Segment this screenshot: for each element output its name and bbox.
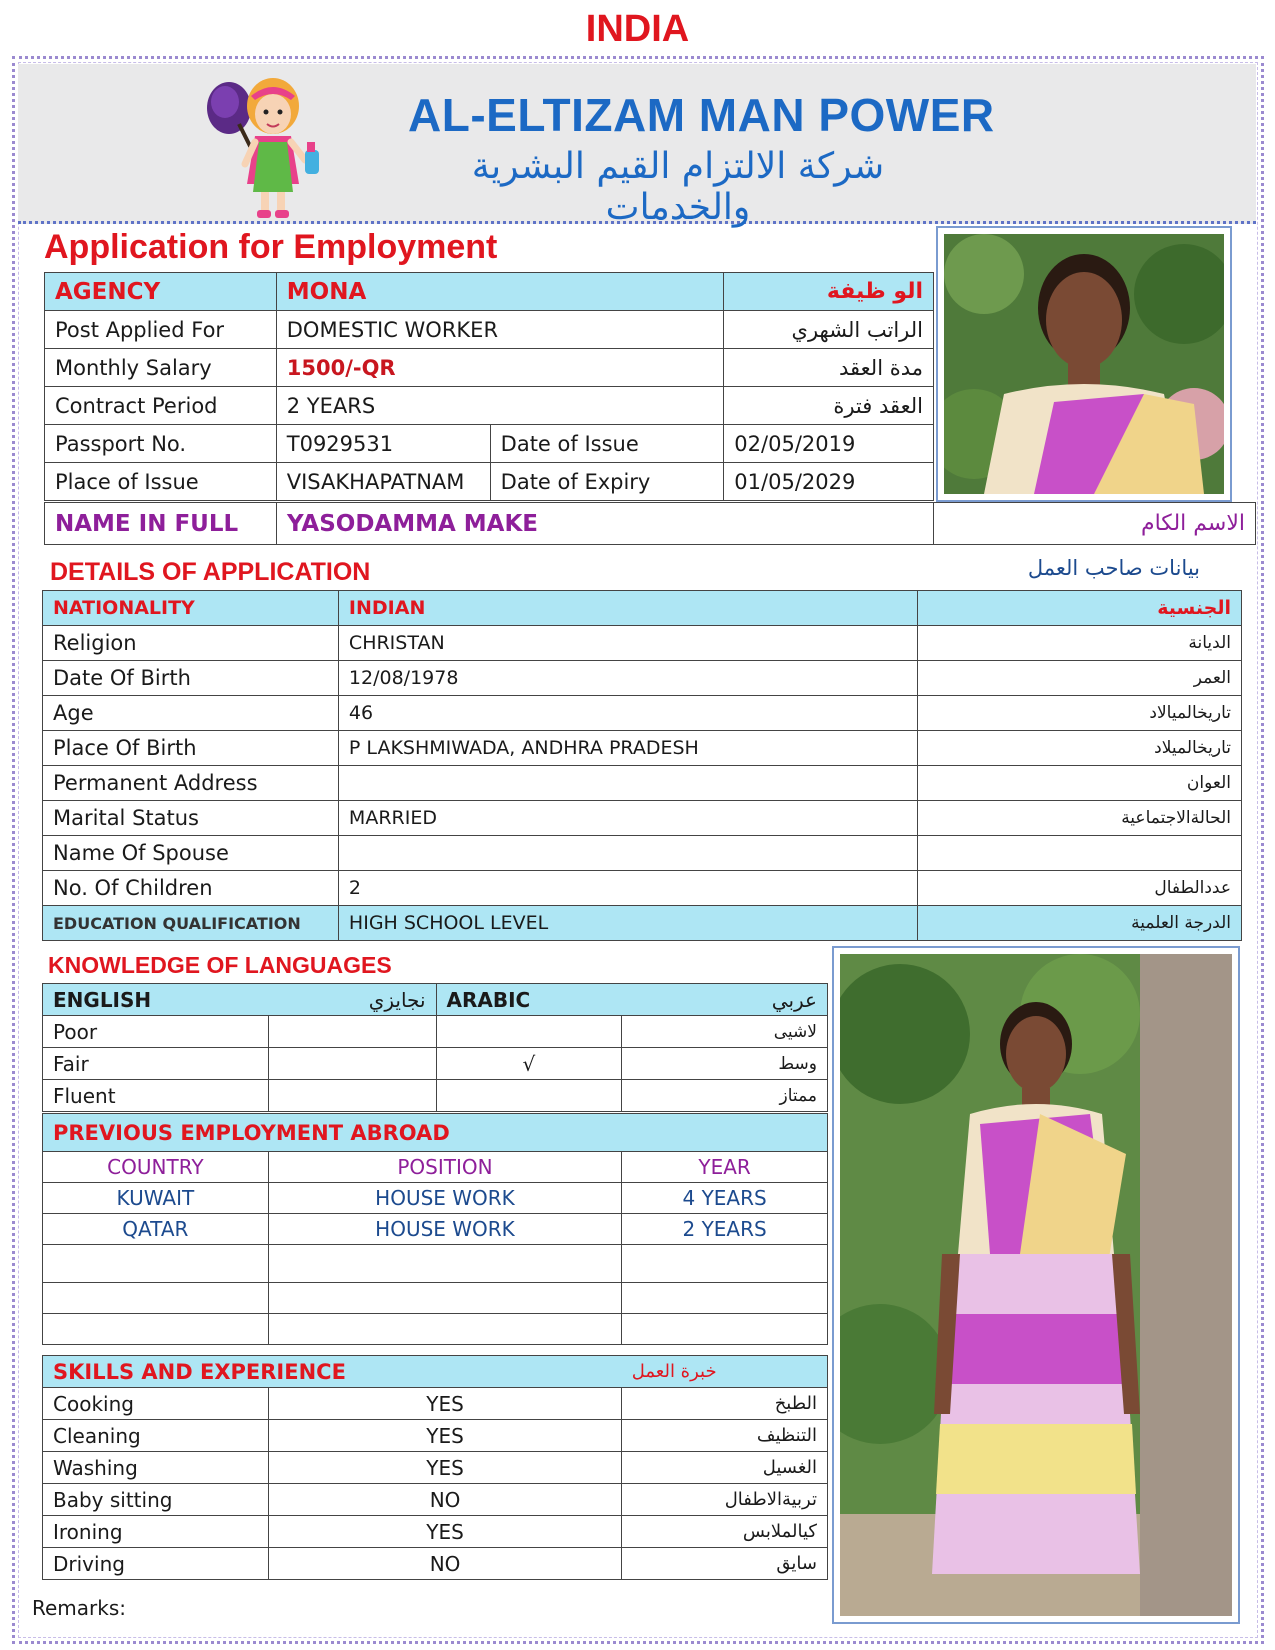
employment-country: KUWAIT	[43, 1183, 269, 1214]
english-level-mark	[268, 1048, 436, 1080]
detail-value	[338, 836, 918, 871]
contract-label: Contract Period	[45, 387, 277, 425]
detail-label-ar: عددالطفال	[918, 871, 1242, 906]
table-row	[43, 1452, 828, 1484]
details-row	[43, 871, 1242, 906]
table-row	[43, 1183, 828, 1214]
details-row	[43, 696, 1242, 731]
skills-heading: SKILLS AND EXPERIENCE	[43, 1356, 622, 1388]
table-row	[43, 1420, 828, 1452]
arabic-level-mark	[436, 1016, 622, 1048]
detail-value: P LAKSHMIWADA, ANDHRA PRADESH	[338, 731, 918, 766]
language-level-row	[43, 1048, 828, 1080]
country-title: INDIA	[585, 8, 690, 50]
arabic-label: ARABIC	[436, 984, 622, 1016]
passport-value: T0929531	[276, 425, 490, 463]
full-name-table	[44, 502, 1256, 545]
company-name-ar: شركة الالتزام القيم البشرية والخدمات	[471, 146, 885, 228]
detail-label: Date Of Birth	[43, 661, 339, 696]
table-row	[43, 1484, 828, 1516]
languages-heading: KNOWLEDGE OF LANGUAGES	[48, 952, 392, 978]
skill-label-ar: الطبخ	[622, 1388, 828, 1420]
col-country: COUNTRY	[43, 1152, 269, 1183]
skill-value: NO	[268, 1484, 621, 1516]
skills-table	[42, 1355, 828, 1580]
agency-label: AGENCY	[45, 273, 277, 311]
detail-label: Age	[43, 696, 339, 731]
language-level-row	[43, 1080, 828, 1112]
skill-value: YES	[268, 1388, 621, 1420]
full-name-label-ar: الاسم الكام	[934, 503, 1256, 545]
skill-label: Ironing	[43, 1516, 269, 1548]
form-title: Application for Employment	[44, 228, 498, 266]
level-label: Fair	[43, 1048, 269, 1080]
detail-label-ar: الحالةالاجتماعية	[918, 801, 1242, 836]
salary-label-ar: مدة العقد	[724, 349, 934, 387]
employment-year: 4 YEARS	[622, 1183, 828, 1214]
languages-header-row	[43, 984, 828, 1016]
passport-label: Passport No.	[45, 425, 277, 463]
remarks-label: Remarks:	[32, 1596, 127, 1620]
english-label-ar: نجايزي	[268, 984, 436, 1016]
issue-date-label: Date of Issue	[490, 425, 724, 463]
table-row	[43, 1548, 828, 1580]
detail-label: Religion	[43, 626, 339, 661]
employment-year: 2 YEARS	[622, 1214, 828, 1245]
salary-row	[45, 349, 934, 387]
table-row	[43, 1214, 828, 1245]
previous-employment-table	[42, 1113, 828, 1345]
table-row	[43, 1516, 828, 1548]
skill-label: Driving	[43, 1548, 269, 1580]
post-label: Post Applied For	[45, 311, 277, 349]
company-name-en: AL-ELTIZAM MAN POWER	[408, 89, 995, 141]
previous-employment-heading-row	[43, 1114, 828, 1152]
skills-heading-ar: خبرة العمل	[622, 1356, 828, 1388]
detail-label-ar: العوان	[918, 766, 1242, 801]
issue-date-value: 02/05/2019	[724, 425, 934, 463]
language-level-row	[43, 1016, 828, 1048]
skill-value: YES	[268, 1516, 621, 1548]
detail-label: Place Of Birth	[43, 731, 339, 766]
skill-label-ar: التنظيف	[622, 1420, 828, 1452]
detail-value: CHRISTAN	[338, 626, 918, 661]
expiry-date-label: Date of Expiry	[490, 463, 724, 501]
detail-label-ar	[918, 836, 1242, 871]
skill-label-ar: تربيةالاطفال	[622, 1484, 828, 1516]
skill-label: Cleaning	[43, 1420, 269, 1452]
place-of-issue-value: VISAKHAPATNAM	[276, 463, 490, 501]
education-label: EDUCATION QUALIFICATION	[43, 906, 339, 941]
arabic-level-mark: √	[436, 1048, 622, 1080]
detail-label-ar: تاريخالميالاد	[918, 696, 1242, 731]
table-row	[43, 1388, 828, 1420]
skills-heading-row	[43, 1356, 828, 1388]
employment-position: HOUSE WORK	[268, 1214, 622, 1245]
contract-row	[45, 387, 934, 425]
detail-label-ar: الديانة	[918, 626, 1242, 661]
detail-label-ar: تاريخالميلاد	[918, 731, 1242, 766]
details-row	[43, 661, 1242, 696]
skill-label: Baby sitting	[43, 1484, 269, 1516]
level-label-ar: وسط	[622, 1048, 828, 1080]
english-level-mark	[268, 1016, 436, 1048]
applicant-portrait-photo	[936, 226, 1232, 502]
details-row	[43, 801, 1242, 836]
details-row	[43, 626, 1242, 661]
details-row	[43, 836, 1242, 871]
detail-value: MARRIED	[338, 801, 918, 836]
post-label-ar: الراتب الشهري	[724, 311, 934, 349]
empty-row	[43, 1283, 828, 1314]
skill-value: NO	[268, 1548, 621, 1580]
detail-label: Name Of Spouse	[43, 836, 339, 871]
post-value: DOMESTIC WORKER	[276, 311, 724, 349]
company-banner	[18, 64, 1256, 228]
employment-country: QATAR	[43, 1214, 269, 1245]
education-value: HIGH SCHOOL LEVEL	[338, 906, 918, 941]
empty-row	[43, 1245, 828, 1283]
detail-value: 46	[338, 696, 918, 731]
detail-label: No. Of Children	[43, 871, 339, 906]
post-row	[45, 311, 934, 349]
nationality-label: NATIONALITY	[43, 591, 339, 626]
contract-value: 2 YEARS	[276, 387, 724, 425]
details-heading: DETAILS OF APPLICATION	[50, 558, 371, 586]
level-label-ar: لاشيى	[622, 1016, 828, 1048]
detail-value	[338, 766, 918, 801]
detail-label-ar: العمر	[918, 661, 1242, 696]
level-label: Poor	[43, 1016, 269, 1048]
employment-position: HOUSE WORK	[268, 1183, 622, 1214]
salary-value: 1500/-QR	[276, 349, 724, 387]
details-heading-ar: بيانات صاحب العمل	[1027, 556, 1200, 580]
agency-value: MONA	[276, 273, 724, 311]
detail-label: Marital Status	[43, 801, 339, 836]
education-row	[43, 906, 1242, 941]
skill-label-ar: سايق	[622, 1548, 828, 1580]
arabic-label-ar: عربي	[622, 984, 828, 1016]
col-year: YEAR	[622, 1152, 828, 1183]
applicant-full-length-photo	[832, 946, 1240, 1624]
expiry-date-value: 01/05/2029	[724, 463, 934, 501]
previous-employment-columns	[43, 1152, 828, 1183]
level-label-ar: ممتاز	[622, 1080, 828, 1112]
skill-label: Washing	[43, 1452, 269, 1484]
details-table	[42, 590, 1242, 941]
detail-value: 2	[338, 871, 918, 906]
details-row	[43, 766, 1242, 801]
full-name-row	[45, 503, 1256, 545]
passport-row	[45, 425, 934, 463]
level-label: Fluent	[43, 1080, 269, 1112]
agency-label-ar: الو ظيفة	[724, 273, 934, 311]
detail-label: Permanent Address	[43, 766, 339, 801]
details-row	[43, 731, 1242, 766]
full-name-value: YASODAMMA MAKE	[276, 503, 933, 545]
empty-row	[43, 1314, 828, 1345]
maid-mascot-logo	[205, 72, 335, 220]
english-level-mark	[268, 1080, 436, 1112]
skill-label-ar: كيالملابس	[622, 1516, 828, 1548]
detail-value: 12/08/1978	[338, 661, 918, 696]
job-info-table	[44, 272, 934, 501]
nationality-value: INDIAN	[338, 591, 918, 626]
skill-label: Cooking	[43, 1388, 269, 1420]
full-name-label: NAME IN FULL	[45, 503, 277, 545]
nationality-label-ar: الجنسية	[918, 591, 1242, 626]
education-label-ar: الدرجة العلمية	[918, 906, 1242, 941]
skill-value: YES	[268, 1452, 621, 1484]
skill-label-ar: الغسيل	[622, 1452, 828, 1484]
languages-table	[42, 983, 828, 1112]
english-label: ENGLISH	[43, 984, 269, 1016]
arabic-level-mark	[436, 1080, 622, 1112]
salary-label: Monthly Salary	[45, 349, 277, 387]
place-of-issue-row	[45, 463, 934, 501]
skill-value: YES	[268, 1420, 621, 1452]
previous-employment-heading: PREVIOUS EMPLOYMENT ABROAD	[43, 1114, 828, 1152]
col-position: POSITION	[268, 1152, 622, 1183]
place-of-issue-label: Place of Issue	[45, 463, 277, 501]
agency-row	[45, 273, 934, 311]
contract-label-ar: العقد فترة	[724, 387, 934, 425]
nationality-row	[43, 591, 1242, 626]
